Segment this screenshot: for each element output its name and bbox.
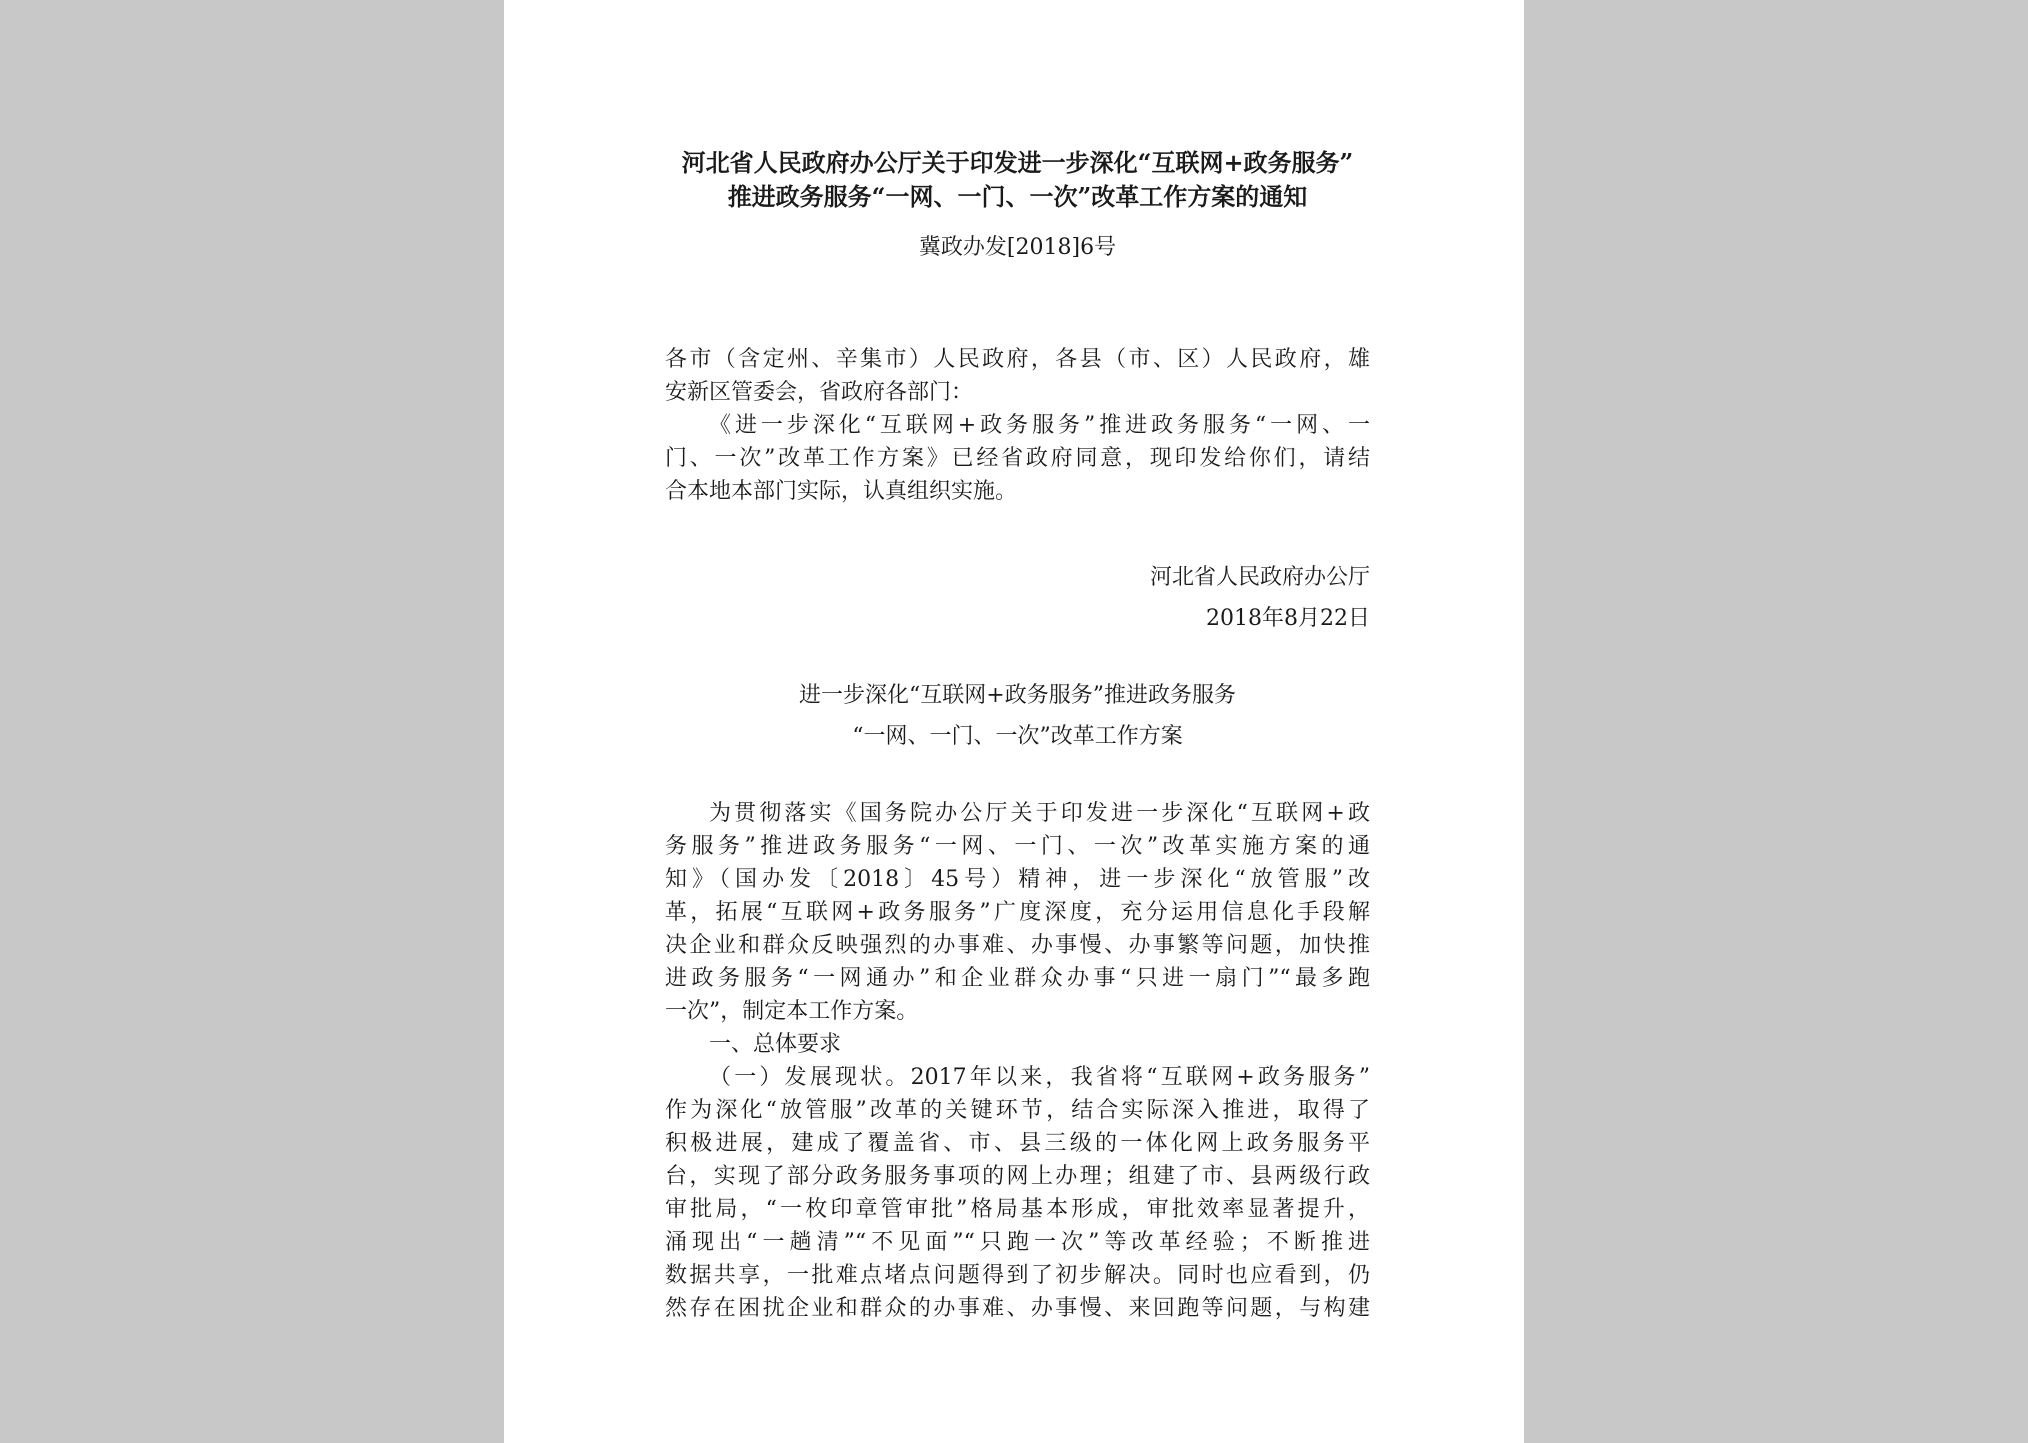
paragraph-line: 数据共享，一批难点堵点问题得到了初步解决。同时也应看到，仍 [665,1263,1370,1288]
paragraph-line: 《进一步深化“互联网+政务服务”推进政务服务“一网、一 [709,413,1370,438]
plan-title-line-2: “一网、一门、一次”改革工作方案 [852,724,1183,749]
signature-block [665,557,1370,639]
document-page [504,0,1524,1443]
section-paragraph [665,1061,1370,1325]
paragraph-line: 决企业和群众反映强烈的办事难、办事慢、办事繁等问题，加快推 [665,933,1370,958]
paragraph-line: 为贯彻落实《国务院办公厅关于印发进一步深化“互联网+政 [709,801,1370,826]
paragraph-line: 务服务”推进政务服务“一网、一门、一次”改革实施方案的通 [665,834,1370,859]
paragraph-line: 积极进展，建成了覆盖省、市、县三级的一体化网上政务服务平 [665,1131,1370,1156]
signature-date: 2018年8月22日 [1206,606,1370,631]
paragraph-line: 涌现出“一趟清”“不见面”“只跑一次”等改革经验；不断推进 [665,1230,1370,1255]
paragraph-line: 审批局，“一枚印章管审批”格局基本形成，审批效率显著提升， [665,1197,1370,1222]
plan-title [665,675,1370,757]
addressee-line: 各市（含定州、辛集市）人民政府，各县（市、区）人民政府，雄 [665,347,1370,372]
plan-title-line-1: 进一步深化“互联网+政务服务”推进政务服务 [799,683,1236,708]
document-title-line-2: 推进政务服务“一网、一门、一次”改革工作方案的通知 [727,182,1308,211]
paragraph-line: 知》（国办发〔2018〕45号）精神，进一步深化“放管服”改 [665,867,1370,892]
preamble-paragraph [665,797,1370,1028]
paragraph-line: 作为深化“放管服”改革的关键环节，结合实际深入推进，取得了 [665,1098,1370,1123]
paragraph-line: 革，拓展“互联网+政务服务”广度深度，充分运用信息化手段解 [665,900,1370,925]
paragraph-line: 台，实现了部分政务服务事项的网上办理；组建了市、县两级行政 [665,1164,1370,1189]
paragraph-line: 合本地本部门实际，认真组织实施。 [665,479,1018,504]
addressee [665,343,1370,409]
paragraph-line: 一次”，制定本工作方案。 [665,999,919,1024]
paragraph-line: 然存在困扰企业和群众的办事难、办事慢、来回跑等问题，与构建 [665,1296,1370,1321]
plan-body [665,797,1370,1325]
paragraph-line: （一）发展现状。2017年以来，我省将“互联网+政务服务” [709,1065,1370,1090]
signature-organization: 河北省人民政府办公厅 [1149,565,1370,590]
paragraph-line: 门、一次”改革工作方案》已经省政府同意，现印发给你们，请结 [665,446,1370,471]
paragraph-line: 进政务服务“一网通办”和企业群众办事“只进一扇门”“最多跑 [665,966,1370,991]
document-title-line-1: 河北省人民政府办公厅关于印发进一步深化“互联网+政务服务” [681,148,1354,177]
notice-paragraph [665,409,1370,508]
section-heading: 一、总体要求 [709,1032,842,1057]
addressee-line: 安新区管委会，省政府各部门： [665,380,974,405]
document-title [665,146,1370,214]
document-number: 冀政办发[2018]6号 [918,235,1117,260]
